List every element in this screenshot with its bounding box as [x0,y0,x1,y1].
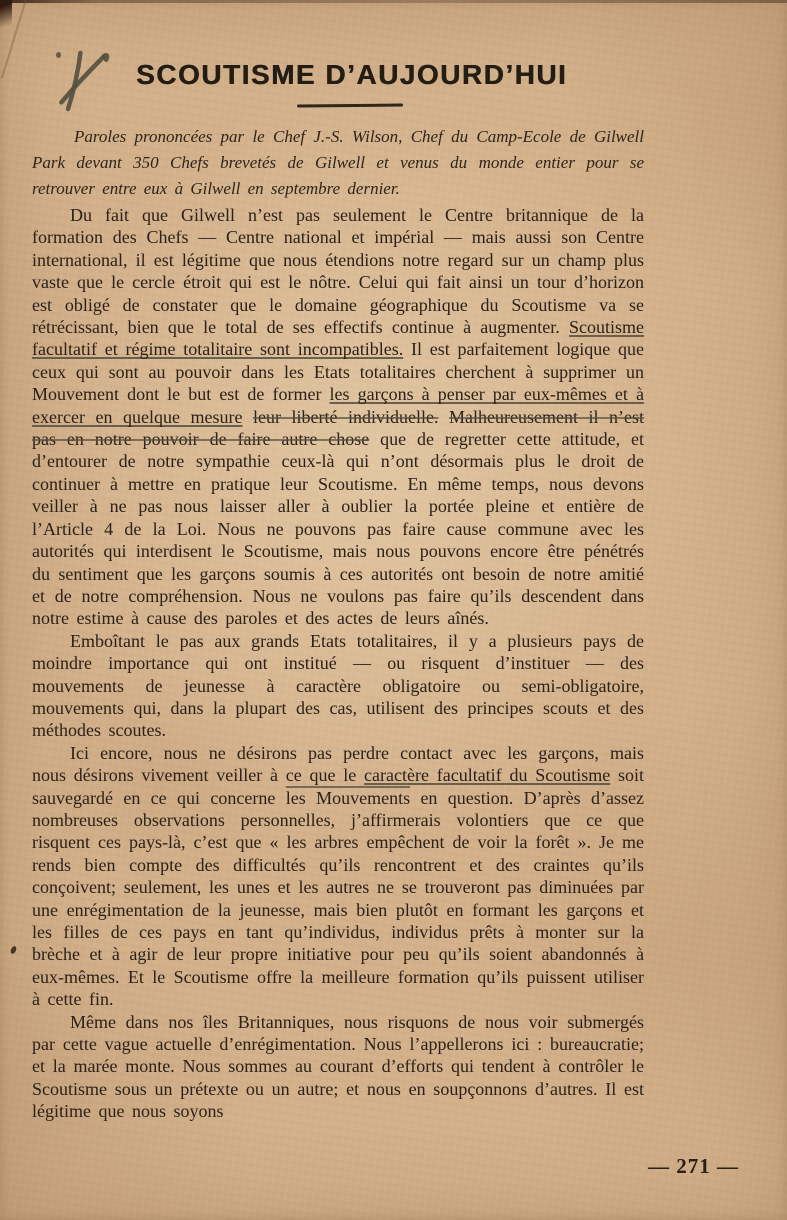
text-run: soit sauvegardé en ce qui concerne [32,765,644,808]
pencil-strike-annotation: leur liberté individuelle. [253,406,439,427]
page-number: — 271 — [648,1154,739,1178]
text-run [242,407,253,427]
pencil-underline-annotation: Scoutisme facultatif et régime totalitaire sont incompatibles. [32,317,644,360]
handwritten-x-mark-icon [58,46,114,116]
body-text [32,204,644,1123]
scan-corner-shadow [0,0,12,30]
pencil-underline-annotation: les garçons à penser par eux-mêmes et à exercer en quelque mesure [32,384,644,427]
page-title: SCOUTISME D’AUJOURD’HUI [136,59,568,90]
text-run: Il est parfaitement logique que ceux qui sont au pouvoir dans les Etats totalitaires cherchent à supprimer un Mouvement dont le but est de former [32,339,644,405]
pencil-underline-annotation: caractère facultatif du Scoutisme [364,765,611,786]
text-run: que de regretter cette attitude, et d’entourer de notre sympathie ceux-là qui n’ont désormais plus le droit de continuer à mettre en pratique leur Scoutisme. En même temps, nous devons veiller à ne pas nous laisser aller à oublier la portée pleine et entière de l’Article 4 de la Loi. Nous ne pouvons pas faire cause commune avec les autorités qui interdisent le Scoutisme, mais nous pouvons encore être pénétrés du sentiment que les garçons soumis à ces autorités ont besoin de notre amitié et de notre compréhension. Nous ne voulons pas faire qu’ils descendent dans notre estime à cause des paroles et des actes de leurs aînés. [32,429,644,629]
text-run [439,407,450,427]
text-run: en question. D’après d’assez nombreuses observations personnelles, j’affirmerais volontiers que ce que risquent ces pays-là, c’est que « les arbres empêchent de voir la forêt ». Je me rends bien compte des difficultés qu’ils rencontrent et des craintes qu’ils conçoivent; seulement, les unes et les autres ne se trouveront pas diminuées par une enrégimentation de la jeunesse, mais bien plutôt en formant les garçons et les filles de ces pays en tant qu’individus, individus prêts à monter sur la brèche et à agir de leur propre initiative pour peu qu’ils soient abandonnés à eux-mêmes. Et le Scoutisme offre la meilleure formation qu’ils puissent utiliser à cette fin. [32,787,644,1010]
ink-speck [10,945,18,954]
text-run: Emboîtant le pas aux grands Etats totalitaires, il y a plusieurs pays de moindre importance qui ont institué — ou risquent d’instituer — des mouvements de jeunesse à caractère obligatoire ou semi-obligatoire, mouvements qui, dans la plupart des cas, utilisent des principes scouts et des méthodes scoutes. [32,630,644,741]
pencil-overline-annotation: les Mouvements [285,787,411,808]
scan-edge-top [0,0,787,3]
intro-paragraph: Paroles prononcées par le Chef J.-S. Wilson, Chef du Camp-Ecole de Gilwell Park devant 350 Chefs brevetés de Gilwell et venus du monde entier pour se retrouver entre eux à Gilwell en septembre dernier. [32,127,644,198]
body-paragraph [32,204,644,630]
body-paragraph [32,630,644,742]
body-paragraph [32,742,644,1011]
text-run: Même dans nos îles Britanniques, nous risquons de nous voir submergés par cette vague actuelle d’enrégimentation. Nous l’appellerons ici : bureaucratie; et la marée monte. Nous sommes au courant d’efforts qui tendent à contrôler le Scoutisme sous un prétexte ou un autre; et nous en soupçonnons d’autres. Il est légitime que nous soyons [32,1011,644,1122]
text-run: Du fait que Gilwell n’est pas seulement le Centre britannique de la formation des Chefs — Centre national et impérial — mais aussi son Centre international, il est légitime que nous étendions notre regard sur un champ plus vaste que le cercle étroit qui est le nôtre. Celui qui fait ainsi un tour d’horizon est obligé de constater que le domaine géographique du Scoutisme va se rétrécissant, bien que le total de ses effectifs continue à augmenter. [32,205,644,338]
body-paragraph [32,1011,644,1123]
text-run: Ici encore, nous ne désirons pas perdre contact avec les garçons, mais nous désirons vivement veiller à ce que le [32,742,644,786]
pencil-strike-annotation: Malheureusement il n’est pas en notre pouvoir de faire autre chose [32,406,645,450]
title-rule [297,104,403,108]
